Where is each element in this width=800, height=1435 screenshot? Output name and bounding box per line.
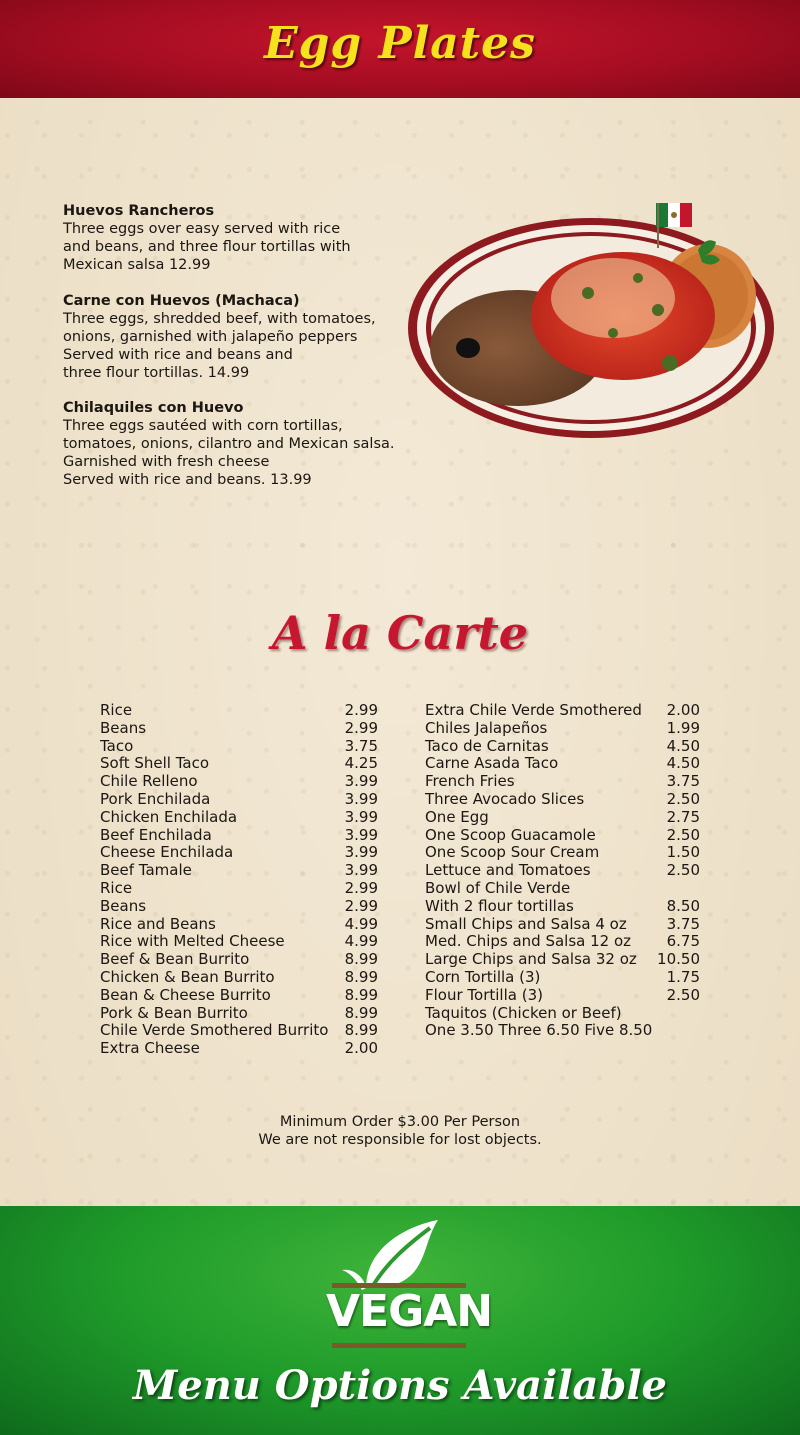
- a-la-carte-row: [425, 755, 700, 773]
- a-la-carte-row: [100, 916, 378, 934]
- a-la-carte-item-price: 2.99: [344, 896, 378, 915]
- a-la-carte-item-name: Extra Cheese: [100, 1039, 200, 1058]
- minimum-order-note: Minimum Order $3.00 Per Person: [279, 1114, 521, 1130]
- a-la-carte-item-name: Beans: [100, 896, 147, 915]
- a-la-carte-item-price: 3.75: [666, 914, 700, 933]
- a-la-carte-row: [100, 827, 378, 845]
- vegan-logo-text: VEGAN: [326, 1286, 493, 1337]
- a-la-carte-item-name: Lettuce and Tomatoes: [425, 861, 591, 880]
- a-la-carte-row: [100, 969, 378, 987]
- a-la-carte-row: [425, 738, 700, 756]
- item-name: Chilaquiles con Huevo: [63, 400, 244, 416]
- a-la-carte-item-name: Med. Chips and Salsa 12 oz: [425, 932, 632, 951]
- a-la-carte-right-column: [425, 702, 700, 1040]
- a-la-carte-item-name: Beef & Bean Burrito: [100, 950, 250, 969]
- a-la-carte-item-name: With 2 flour tortillas: [425, 896, 574, 915]
- a-la-carte-row: [100, 755, 378, 773]
- egg-plates-title: Egg Plates: [264, 18, 536, 69]
- huevos-rancheros-plate-image: [408, 198, 778, 443]
- a-la-carte-item-name: Beef Enchilada: [100, 825, 212, 844]
- a-la-carte-row: [425, 862, 700, 880]
- a-la-carte-item-price: 4.25: [344, 754, 378, 773]
- a-la-carte-item-price: 3.99: [344, 772, 378, 791]
- a-la-carte-row: [425, 916, 700, 934]
- a-la-carte-item-price: 4.99: [344, 932, 378, 951]
- a-la-carte-item-name: Cheese Enchilada: [100, 843, 234, 862]
- a-la-carte-item-price: 4.99: [344, 914, 378, 933]
- a-la-carte-item-name: Soft Shell Taco: [100, 754, 210, 773]
- a-la-carte-row: [100, 720, 378, 738]
- a-la-carte-item-name: Beef Tamale: [100, 861, 192, 880]
- a-la-carte-item-price: 8.99: [344, 985, 378, 1004]
- a-la-carte-title: A la Carte: [271, 606, 529, 660]
- a-la-carte-item-price: 1.75: [666, 967, 700, 986]
- a-la-carte-item-price: 8.99: [344, 1021, 378, 1040]
- a-la-carte-row: [425, 827, 700, 845]
- menu-item-carne-con-huevos: [63, 292, 423, 382]
- a-la-carte-row: [425, 1022, 700, 1040]
- a-la-carte-row: [100, 880, 378, 898]
- item-description-line: Three eggs, shredded beef, with tomatoes,: [63, 311, 376, 327]
- lost-objects-note: We are not responsible for lost objects.: [258, 1132, 542, 1148]
- a-la-carte-item-price: 2.50: [666, 985, 700, 1004]
- a-la-carte-item-name: Large Chips and Salsa 32 oz: [425, 950, 637, 969]
- a-la-carte-row: [100, 702, 378, 720]
- a-la-carte-row: [100, 1040, 378, 1058]
- a-la-carte-item-price: 2.50: [666, 825, 700, 844]
- a-la-carte-item-name: Rice: [100, 701, 133, 719]
- a-la-carte-item-price: 2.50: [666, 861, 700, 880]
- a-la-carte-row: [100, 1005, 378, 1023]
- a-la-carte-row: [425, 844, 700, 862]
- a-la-carte-item-name: Rice: [100, 878, 133, 897]
- a-la-carte-item-price: 1.99: [666, 718, 700, 737]
- a-la-carte-item-name: One Egg: [425, 807, 489, 826]
- a-la-carte-item-price: 4.50: [666, 736, 700, 755]
- a-la-carte-item-price: 2.50: [666, 789, 700, 808]
- a-la-carte-row: [100, 773, 378, 791]
- a-la-carte-row: [100, 862, 378, 880]
- a-la-carte-item-name: Taco: [100, 736, 134, 755]
- a-la-carte-item-price: 10.50: [657, 950, 700, 969]
- a-la-carte-item-price: 8.99: [344, 950, 378, 969]
- a-la-carte-row: [100, 898, 378, 916]
- a-la-carte-item-price: 2.99: [344, 718, 378, 737]
- a-la-carte-row: [100, 1022, 378, 1040]
- a-la-carte-item-name: Bowl of Chile Verde: [425, 878, 571, 897]
- a-la-carte-row: [425, 720, 700, 738]
- a-la-carte-row: [100, 933, 378, 951]
- vegan-menu-options-tagline: Menu Options Available: [132, 1362, 667, 1409]
- a-la-carte-item-name: Chicken & Bean Burrito: [100, 967, 275, 986]
- a-la-carte-item-name: Extra Chile Verde Smothered: [425, 701, 642, 719]
- a-la-carte-row: [100, 844, 378, 862]
- a-la-carte-item-price: 8.99: [344, 1003, 378, 1022]
- a-la-carte-row: [425, 880, 700, 898]
- a-la-carte-item-price: 2.75: [666, 807, 700, 826]
- a-la-carte-row: [100, 791, 378, 809]
- a-la-carte-item-name: Corn Tortilla (3): [425, 967, 541, 986]
- a-la-carte-item-name: Flour Tortilla (3): [425, 985, 543, 1004]
- a-la-carte-item-price: 3.99: [344, 843, 378, 862]
- menu-item-huevos-rancheros: [63, 202, 423, 274]
- item-description-line: Served with rice and beans. 13.99: [63, 472, 312, 488]
- a-la-carte-item-name: One 3.50 Three 6.50 Five 8.50: [425, 1021, 653, 1040]
- a-la-carte-item-price: 3.99: [344, 789, 378, 808]
- a-la-carte-row: [100, 987, 378, 1005]
- a-la-carte-item-price: 3.75: [344, 736, 378, 755]
- a-la-carte-item-name: Small Chips and Salsa 4 oz: [425, 914, 627, 933]
- a-la-carte-row: [425, 933, 700, 951]
- a-la-carte-row: [425, 791, 700, 809]
- a-la-carte-item-price: 2.99: [344, 878, 378, 897]
- a-la-carte-item-price: 3.99: [344, 861, 378, 880]
- a-la-carte-row: [425, 987, 700, 1005]
- a-la-carte-item-price: 8.50: [666, 896, 700, 915]
- a-la-carte-item-name: Three Avocado Slices: [425, 789, 585, 808]
- a-la-carte-item-price: 2.00: [344, 1039, 378, 1058]
- a-la-carte-row: [100, 809, 378, 827]
- a-la-carte-row: [100, 951, 378, 969]
- a-la-carte-item-name: Rice with Melted Cheese: [100, 932, 285, 951]
- a-la-carte-item-name: Pork Enchilada: [100, 789, 211, 808]
- a-la-carte-row: [100, 738, 378, 756]
- item-description-line: Garnished with fresh cheese: [63, 454, 270, 470]
- a-la-carte-row: [425, 809, 700, 827]
- a-la-carte-item-name: One Scoop Guacamole: [425, 825, 596, 844]
- a-la-carte-row: [425, 702, 700, 720]
- a-la-carte-item-name: Bean & Cheese Burrito: [100, 985, 271, 1004]
- item-description-line: Mexican salsa 12.99: [63, 257, 211, 273]
- a-la-carte-left-column: [100, 702, 378, 1058]
- a-la-carte-row: [425, 898, 700, 916]
- a-la-carte-item-name: Rice and Beans: [100, 914, 216, 933]
- a-la-carte-item-name: Chiles Jalapeños: [425, 718, 548, 737]
- a-la-carte-item-price: 8.99: [344, 967, 378, 986]
- a-la-carte-item-name: Beans: [100, 718, 147, 737]
- item-name: Huevos Rancheros: [63, 203, 215, 219]
- item-description-line: Three eggs over easy served with rice: [63, 221, 341, 237]
- a-la-carte-row: [425, 969, 700, 987]
- a-la-carte-item-name: One Scoop Sour Cream: [425, 843, 600, 862]
- item-description-line: and beans, and three flour tortillas with: [63, 239, 351, 255]
- item-description-line: tomatoes, onions, cilantro and Mexican salsa.: [63, 436, 395, 452]
- a-la-carte-item-price: 1.50: [666, 843, 700, 862]
- a-la-carte-item-price: 3.99: [344, 825, 378, 844]
- a-la-carte-item-name: Chile Relleno: [100, 772, 198, 791]
- a-la-carte-row: [425, 1005, 700, 1023]
- item-description-line: Three eggs sautéed with corn tortillas,: [63, 418, 343, 434]
- a-la-carte-row: [425, 951, 700, 969]
- a-la-carte-item-name: French Fries: [425, 772, 515, 791]
- item-description-line: onions, garnished with jalapeño peppers: [63, 329, 358, 345]
- a-la-carte-item-name: Pork & Bean Burrito: [100, 1003, 248, 1022]
- a-la-carte-item-price: 4.50: [666, 754, 700, 773]
- a-la-carte-item-name: Chile Verde Smothered Burrito: [100, 1021, 329, 1040]
- vegan-bottom-bar: [332, 1343, 466, 1348]
- a-la-carte-item-name: Taco de Carnitas: [425, 736, 549, 755]
- a-la-carte-item-price: 6.75: [666, 932, 700, 951]
- a-la-carte-item-price: 3.75: [666, 772, 700, 791]
- a-la-carte-item-name: Chicken Enchilada: [100, 807, 238, 826]
- a-la-carte-item-price: 2.99: [344, 701, 378, 719]
- item-description-line: three flour tortillas. 14.99: [63, 365, 250, 381]
- a-la-carte-item-name: Carne Asada Taco: [425, 754, 559, 773]
- item-name: Carne con Huevos (Machaca): [63, 293, 300, 309]
- a-la-carte-item-price: 2.00: [666, 701, 700, 719]
- item-description-line: Served with rice and beans and: [63, 347, 293, 363]
- a-la-carte-item-price: 3.99: [344, 807, 378, 826]
- menu-item-chilaquiles-con-huevo: [63, 399, 423, 489]
- a-la-carte-row: [425, 773, 700, 791]
- a-la-carte-item-name: Taquitos (Chicken or Beef): [425, 1003, 622, 1022]
